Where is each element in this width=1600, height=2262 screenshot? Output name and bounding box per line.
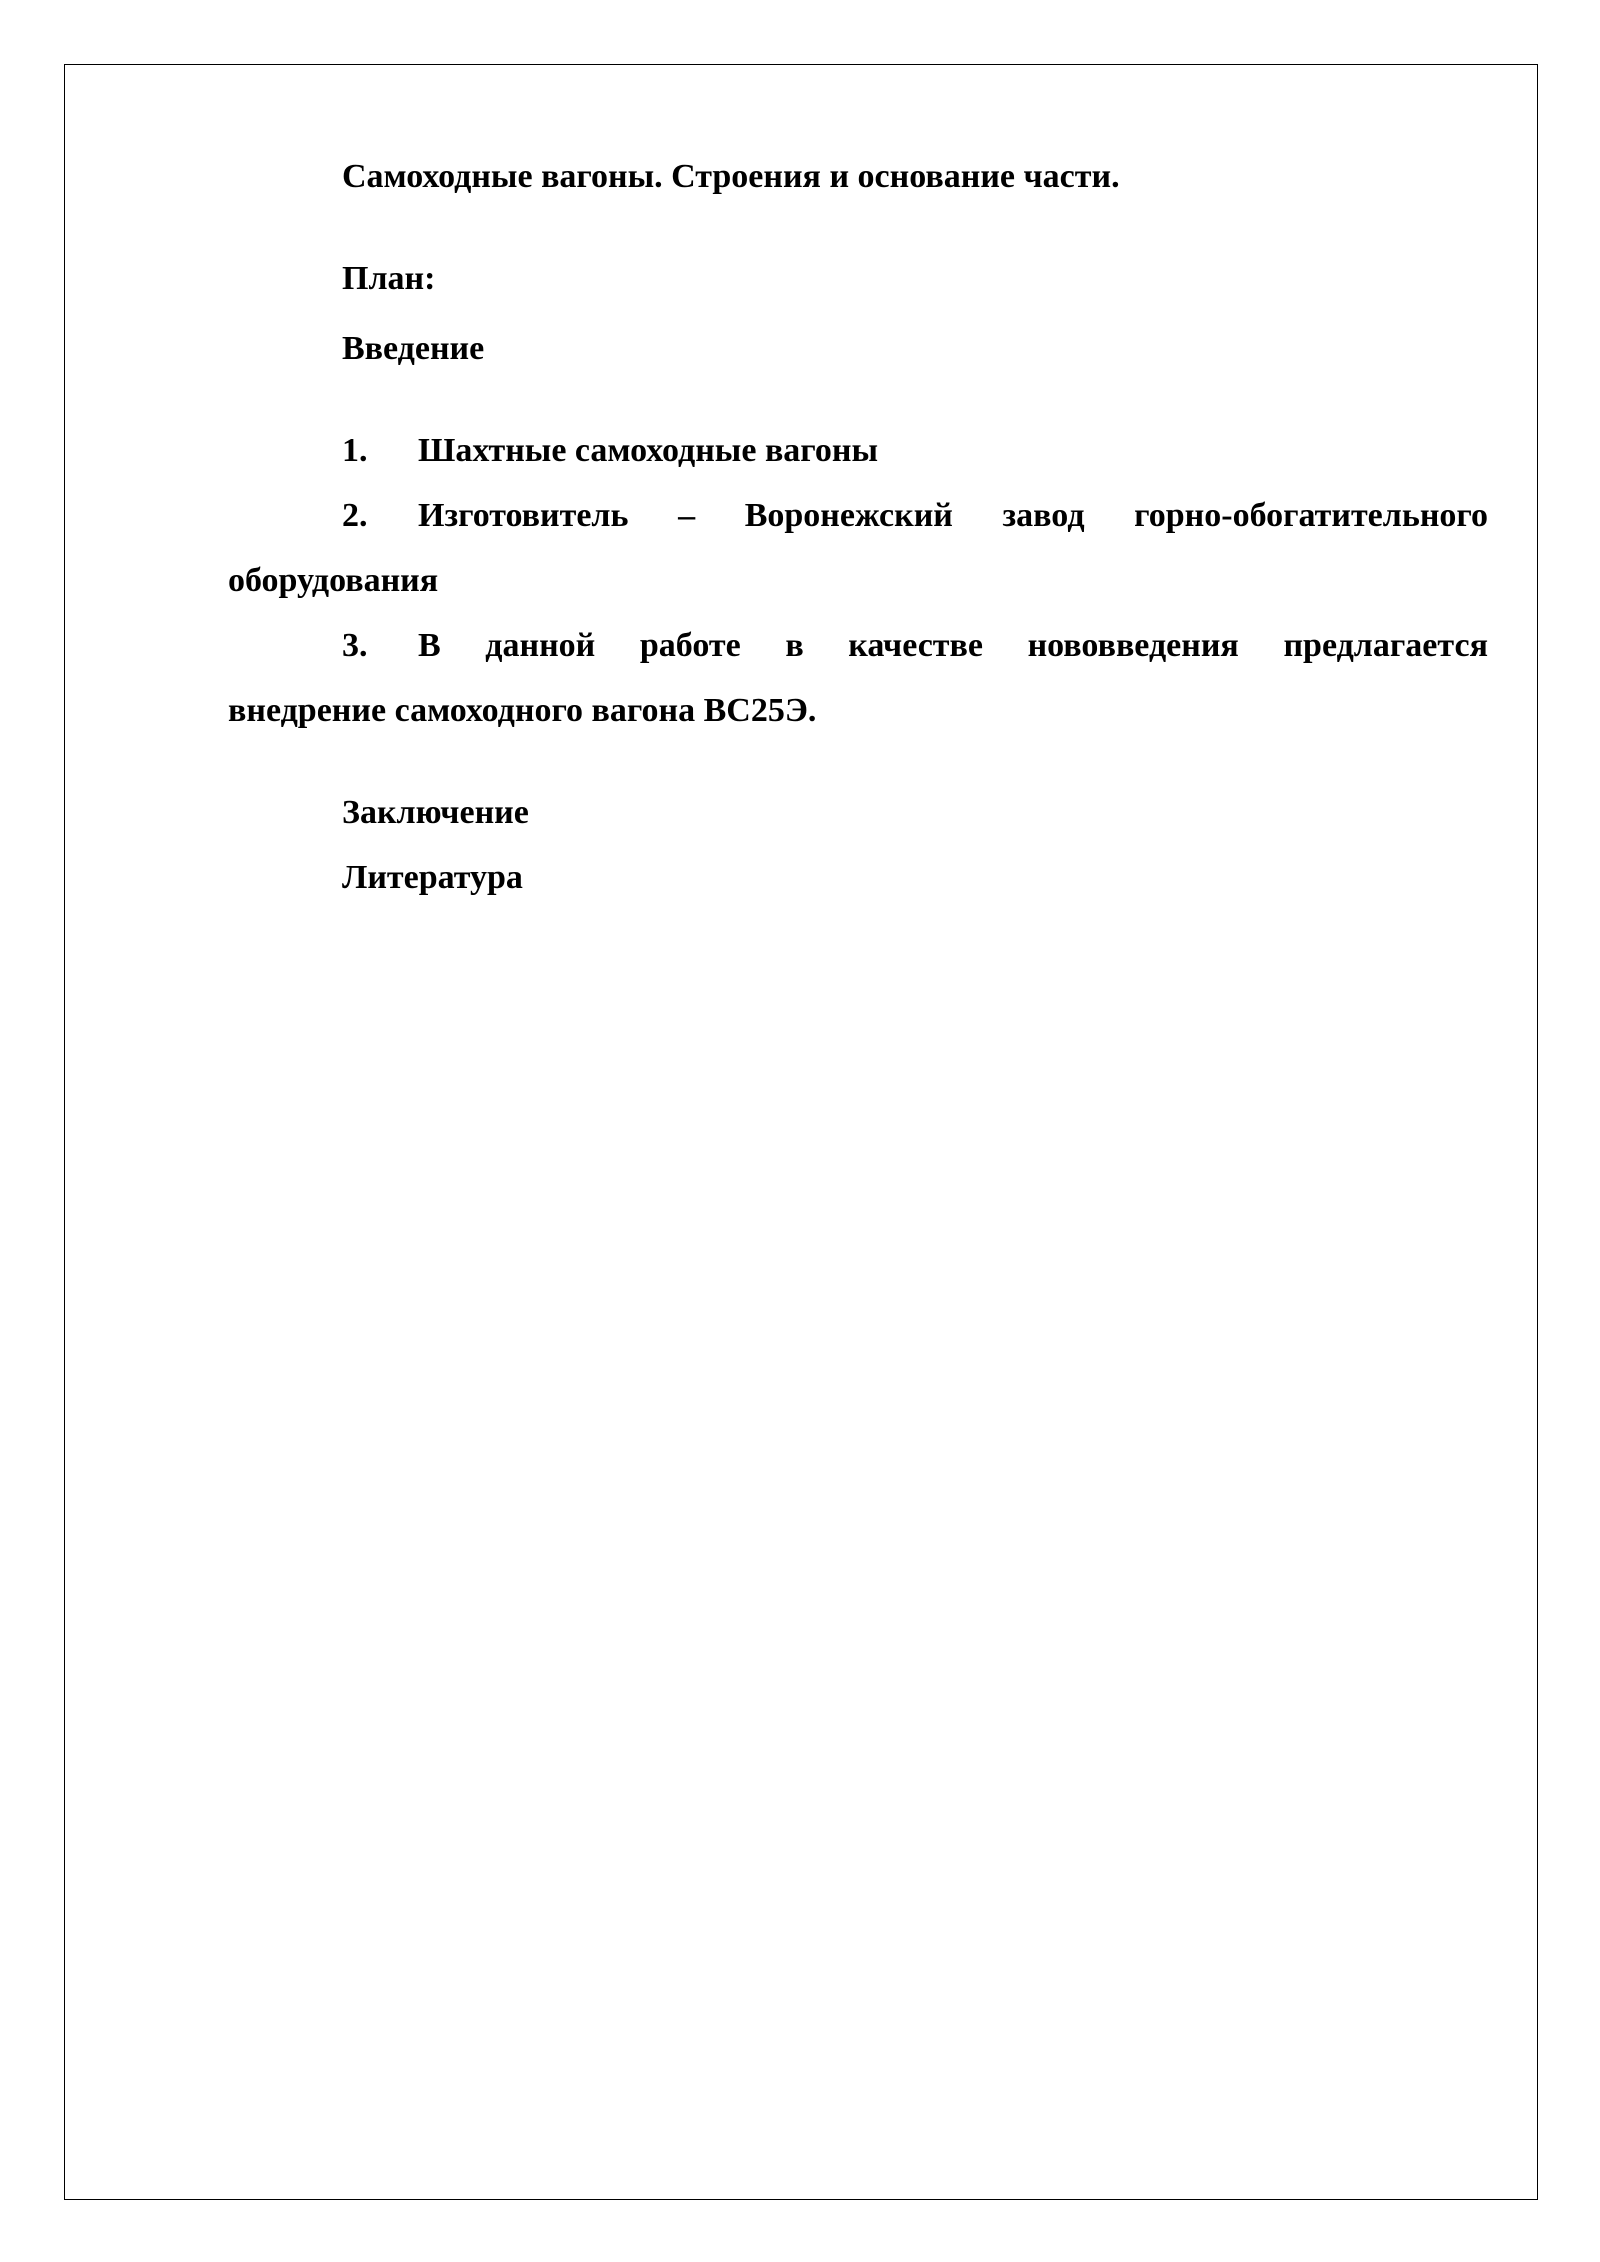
- page-border: [64, 64, 1538, 2200]
- plan-heading: План:: [342, 260, 436, 297]
- plan-item-introduction: Введение: [342, 330, 485, 367]
- plan-item-conclusion: Заключение: [342, 794, 529, 831]
- plan-item-number: 1.: [342, 432, 368, 469]
- plan-item-3-continuation: внедрение самоходного вагона ВС25Э.: [228, 692, 817, 729]
- plan-item-2-continuation: оборудования: [228, 562, 439, 599]
- plan-item-number: 2.: [342, 497, 368, 534]
- plan-item-text: Изготовитель – Воронежский завод горно-обогатительного: [418, 497, 1488, 534]
- plan-item-1: [228, 418, 1600, 483]
- plan-item-3: [228, 613, 1488, 678]
- plan-item-text: Шахтные самоходные вагоны: [418, 432, 879, 469]
- plan-item-number: 3.: [342, 627, 368, 664]
- plan-item-text: В данной работе в качестве нововведения предлагается: [418, 627, 1488, 664]
- plan-item-literature: Литература: [342, 859, 523, 896]
- document-title: Самоходные вагоны. Строения и основание части.: [342, 158, 1120, 195]
- plan-item-2: [228, 483, 1488, 548]
